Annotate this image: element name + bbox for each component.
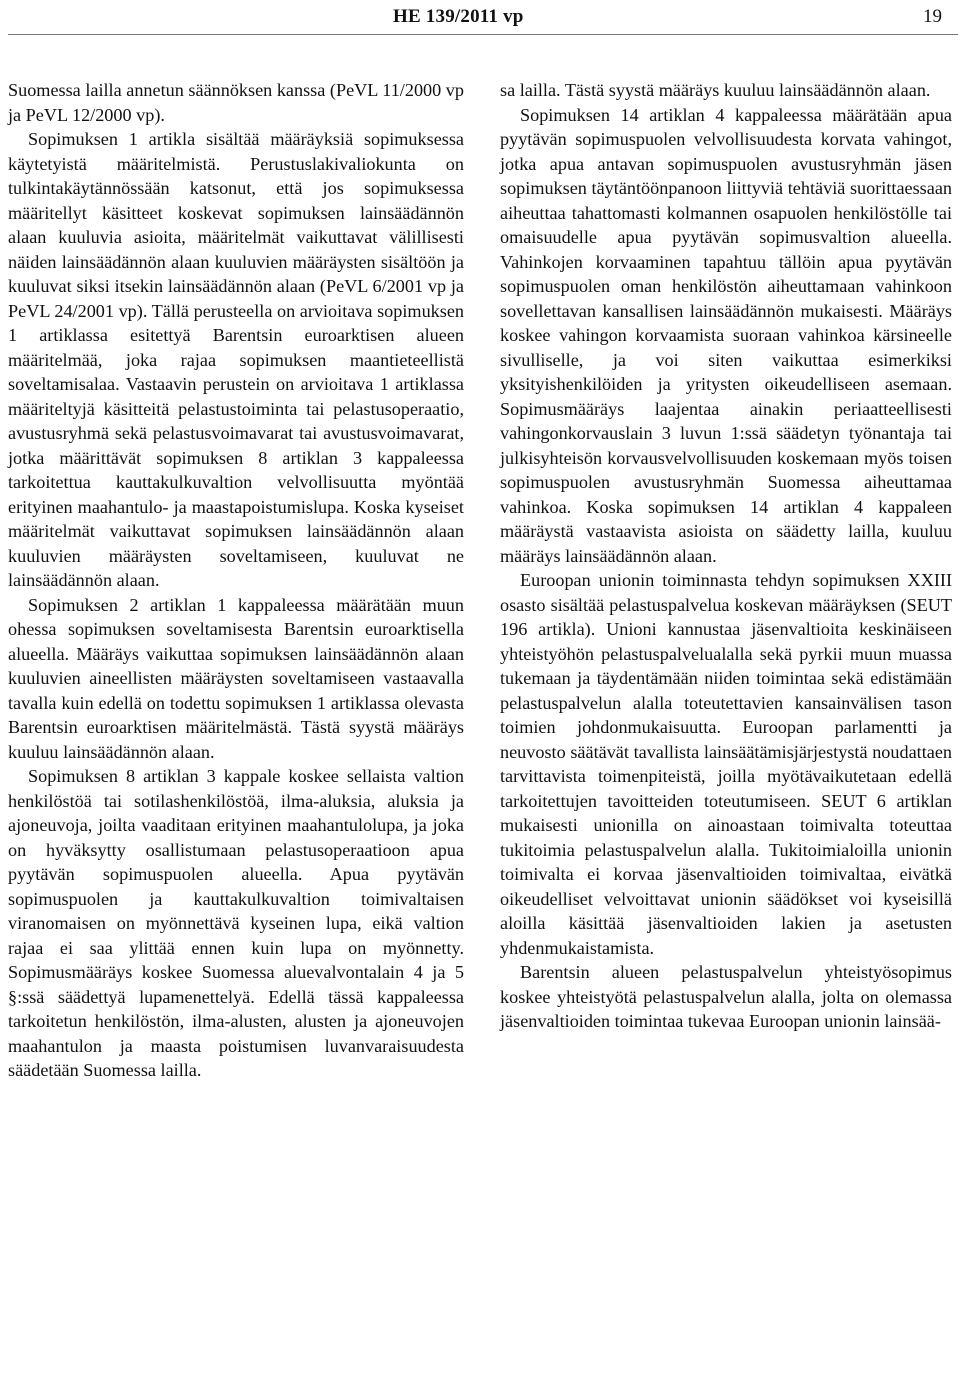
paragraph: Sopimuksen 2 artiklan 1 kappaleessa määrätään muun ohessa sopimuksen soveltamisesta Barentsin euroarktisella alueella. Määräys vaikuttaa sopimuksen lainsäädännön alaan kuuluvien aineellisten määräysten soveltamiseen vastaavalla tavalla kuin edellä on todettu sopimuksen 1 artiklassa olevasta Barentsin euroarktisen määritelmästä. Tästä syystä määräys kuuluu lainsäädännön alaan. — [8, 594, 464, 762]
header-divider — [8, 34, 958, 35]
paragraph: Sopimuksen 8 artiklan 3 kappale koskee sellaista valtion henkilöstöä tai sotilashenkilöstöä, ilma-aluksia, aluksia ja ajoneuvoja, joilta vaaditaan erityinen maahantulolupa, ja joka on hyväksytty osallistumaan pelastusoperaatioon apua pyytävän sopimuspuolen alueella. Apua pyytävän sopimuspuolen ja kauttakulkuvaltion toimivaltaisen viranomaisen on myönnettävä kyseinen lupa, eikä valtion rajaa ei saa ylittää ennen kuin lupa on myönnetty. Sopimusmääräys koskee Suomessa aluevalvontalain 4 ja 5 §:ssä säädettyä lupamenettelyä. Edellä tässä kappaleessa tarkoitetun henkilöstön, ilma-alusten, alusten ja ajoneuvojen maahantulon ja maasta poistumisen luvanvaraisuudesta säädetään Suomessa lailla. — [8, 766, 464, 1080]
paragraph: Sopimuksen 1 artikla sisältää määräyksiä sopimuksessa käytetyistä määritelmistä. Perustuslakivaliokunta on tulkintakäytännössään katsonut, että jos sopimuksessa määritellyt käsitteet koskevat sopimuksen lainsäädännön alaan kuuluvia asioita, määritelmät vaikuttavat välillisesti näiden lainsäädännön alaan kuuluvien määräysten sisältöön ja kuuluvat siksi itsekin lainsäädännön alaan (PeVL 6/2001 vp ja PeVL 24/2001 vp). Tällä perusteella on arvioitava sopimuksen 1 artiklassa esitettyä Barentsin euroarktisen alueen määritelmää, joka rajaa sopimuksen maantieteellistä soveltamisalaa. Vastaavin perustein on arvioitava 1 artiklassa määriteltyjä käsitteitä pelastustoiminta tai pelastusoperaatio, avustusryhmä sekä pelastusvoimavarat tai avustusvoimavarat, jotka määrittävät sopimuksen 8 artiklan 3 kappaleessa tarkoitettua kauttakulkuvaltion velvollisuutta myöntää erityinen maahantulo- ja maastapoistumislupa. Koska kyseiset määritelmät vaikuttavat sopimuksen lainsäädännön alaan kuuluvien määräysten soveltamiseen, kuuluvat ne lainsäädännön alaan. — [8, 129, 464, 590]
left-column — [8, 78, 464, 1083]
page-number: 19 — [923, 6, 942, 27]
page-header — [0, 0, 960, 40]
paragraph: Euroopan unionin toiminnasta tehdyn sopimuksen XXIII osasto sisältää pelastuspalvelua koskevan määräyksen (SEUT 196 artikla). Unioni kannustaa jäsenvaltioita keskinäiseen yhteistyöhön pelastuspalvelualalla sekä pyrkii muun muassa tukemaan ja täydentämään niiden toimintaa sekä edistämään pelastuspalvelun alalla toteutettavien kansainvälisen tason toimien johdonmukaisuutta. Euroopan parlamentti ja neuvosto säätävät tavallista lainsäätämisjärjestystä noudattaen tarvittavista toimenpiteistä, joilla myötävaikutetaan edellä tarkoitettujen tavoitteiden toteutumiseen. SEUT 6 artiklan mukaisesti unionilla on ainoastaan toimivalta toteuttaa tukitoimia pelastuspalvelun alalla. Tukitoimialoilla unionin toimivalta ei korvaa jäsenvaltioiden toimivaltaa, eivätkä oikeudelliset velvoittavat unionin säädökset voi kyseisillä aloilla käsittää jäsenvaltioiden lakien ja asetusten yhdenmukaistamista. — [500, 570, 952, 958]
right-column — [500, 78, 952, 1034]
paragraph: Sopimuksen 14 artiklan 4 kappaleessa määrätään apua pyytävän sopimuspuolen velvollisuudesta korvata vahingot, jotka apua antavan sopimuspuolen avustusryhmän jäsen sopimuksen täytäntöönpanoon liittyviä tehtäviä suorittaessaan aiheuttaa tahattomasti kolmannen osapuolen henkilöstölle tai omaisuudelle apua pyytävän sopimusvaltion alueella. Vahinkojen korvaaminen tapahtuu tällöin apua pyytävän sopimuspuolen oman henkilöstön aiheuttamaan vahinkoon sovellettavan kansallisen lainsäädännön mukaisesti. Määräys koskee vahingon korvaamista suoraan vahinkoa kärsineelle sivulliselle, ja voi siten vaikuttaa esimerkiksi yksityishenkilöiden ja yritysten oikeudelliseen asemaan. Sopimusmääräys laajentaa ainakin periaatteellisesti vahingonkorvauslain 3 luvun 1:ssä säädetyn työnantaja tai julkisyhteisön korvausvelvollisuuden koskemaan myös toisen sopimuspuolen avustusryhmän Suomessa aiheuttamaa vahinkoa. Koska sopimuksen 14 artiklan 4 kappaleen määräystä vastaavista asioista on säädetty lailla, kuuluu määräys lainsäädännön alaan. — [500, 104, 952, 566]
paragraph: Suomessa lailla annetun säännöksen kanssa (PeVL 11/2000 vp ja PeVL 12/2000 vp). — [8, 80, 464, 125]
document-title: HE 139/2011 vp — [393, 6, 524, 27]
paragraph: Barentsin alueen pelastuspalvelun yhteistyösopimus koskee yhteistyötä pelastuspalvelun alalla, jolta on olemassa jäsenvaltioiden toimintaa tukevaa Euroopan unionin lainsää- — [500, 962, 952, 1031]
paragraph: sa lailla. Tästä syystä määräys kuuluu lainsäädännön alaan. — [500, 80, 931, 100]
